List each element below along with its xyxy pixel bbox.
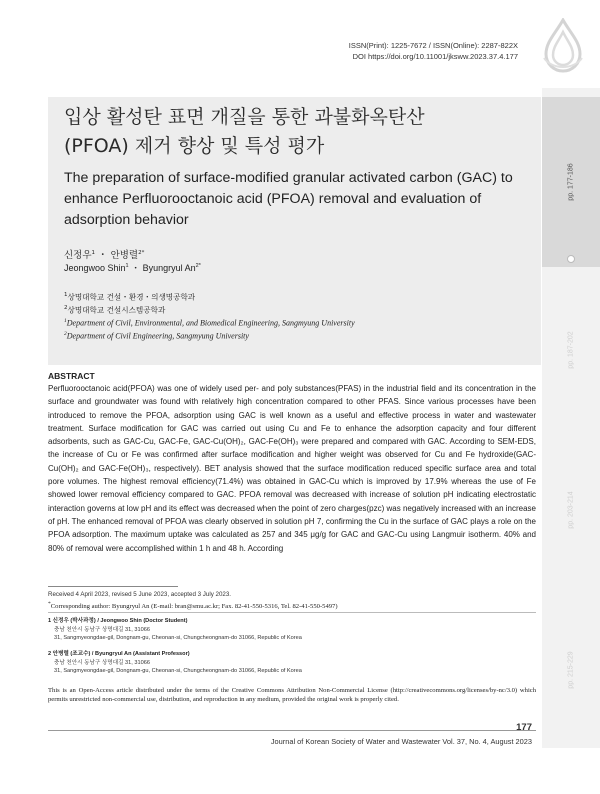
page-number: 177 (516, 722, 532, 733)
journal-citation: Journal of Korean Society of Water and Wastewater Vol. 37, No. 4, August 2023 (270, 737, 532, 746)
issn: ISSN(Print): 1225-7672 / ISSN(Online): 2287-822X (348, 41, 518, 50)
title-english: The preparation of surface-modified granular activated carbon (GAC) to enhance Perfluorooctanoic acid (PFOA) removal and evaluation of adsorption behavior (64, 170, 513, 228)
side-tab-label: pp. 177-186 (567, 163, 575, 201)
received-dates: Received 4 April 2023, revised 5 June 2023, accepted 3 July 2023. (48, 591, 231, 598)
side-tab-label: pp. 215-229 (567, 651, 575, 689)
side-tab-label: pp. 203-214 (567, 491, 575, 529)
footnote-divider (48, 586, 178, 587)
side-tab-4[interactable] (542, 590, 600, 750)
author-info-2: 2 안병렬 (조교수) / Byungryul An (Assistant Professor) 충남 천안시 동남구 상명대길 31, 31066 31, Sangmyeongdae-gil, Dongnam-gu, Cheonan-si, Chungcheongnam-do 31066, Republic of Korea (48, 651, 302, 674)
abstract-heading: ABSTRACT (48, 371, 95, 381)
title-korean: 입상 활성탄 표면 개질을 통한 과불화옥탄산 (PFOA) 제거 향상 및 특성 평가 (64, 106, 425, 157)
footer-rule (48, 730, 536, 731)
affiliations: $^1$상명대학교 건설・환경・의생명공학과 $^2$상명대학교 건설시스템공학과 $^1$Department of Civil, Environmental, and Biomedical Engineering, Sangmyung University $^2$Department of Civil Engineering, Sangmyung University (64, 292, 355, 341)
side-tab-2[interactable] (542, 270, 600, 430)
issn-doi-block (349, 40, 518, 62)
side-tab-3[interactable] (542, 430, 600, 590)
abstract-body: Perfluorooctanoic acid(PFOA) was one of widely used per- and poly substances(PFAS) in the industrial field and its concentration in the surface and groundwater was found with relatively high concentration compared to other PFAS. Since various processes have been introduced to remove the PFOA, adsorption using GAC is well known as a useful and effective process in water and wastewater treatment. Surface modification for GAC was carried out using Cu and Fe to enhance the adsorption capacity and four different adsorbents, such as GAC-Cu, GAC-Fe, GAC-Cu(OH)₂, GAC-Fe(OH)₃ were prepared and compared with GAC. According to SEM-EDS, the increase of Cu or Fe was confirmed after surface modification and higher weight was observed for Cu and Fe hydroxide(GAC-Cu(OH)₂ and GAC-Fe(OH)₃, respectively). BET analysis showed that the surface modification reduced specific surface area and total pore volumes. The highest removal efficiency(71.4%) was obtained in GAC-Cu which is improved by 17.9% whereas the use of Fe showed lower removal efficiency compared to GAC. PFOA removal was decreased with increase of solution pH indicating electrostatic interaction governs at low pH and its effect was decreased when the point of zero charges(pzc) was negatively increased with an increase of pH. The enhanced removal of PFOA was clearly observed in solution pH 7, confirming the Cu in the surface of GAC plays a role on the PFOA adsorption. The maximum uptake was calculated as 257 and 345 μg/g for GAC and GAC-Cu using Langmuir isotherm. 40% and 80% of removal were accomplished within 1 h and 48 h. According (48, 384, 536, 553)
journal-logo-icon (538, 18, 588, 74)
author-info-1: 1 신정우 (박사과정) / Jeongwoo Shin (Doctor Student) 충남 천안시 동남구 상명대길 31, 31066 31, Sangmyeongdae-gil, Dongnam-gu, Cheonan-si, Chungcheongnam-do 31066, Republic of Korea (48, 618, 302, 641)
footnote-divider-2 (48, 612, 536, 613)
open-access-notice: This is an Open-Access article distributed under the terms of the Creative Commons Attribution Non-Commercial License (http://creativecommons.org/licenses/by-nc/3.0) which permits unrestricted non-commercial use, distribution, and reproduction in any medium, provided the original work is properly cited. (48, 687, 536, 704)
side-tab-1[interactable] (542, 97, 600, 267)
authors-korean: 신정우$^1$ ・ 안병렬$^{2*}$ (64, 249, 145, 261)
corresponding-author: *Corresponding author: Byungryul An (E-mail: bran@smu.ac.kr; Fax. 82-41-550-5316, Tel. 82-41-550-5497) (48, 601, 338, 611)
tab-dot-icon (567, 255, 575, 263)
side-tab-label: pp. 187-202 (567, 331, 575, 369)
authors-english: Jeongwoo Shin$^1$ ・ Byungryul $An^{2*}$ (64, 263, 201, 273)
doi[interactable]: DOI https://doi.org/10.11001/jksww.2023.37.4.177 (352, 52, 518, 61)
